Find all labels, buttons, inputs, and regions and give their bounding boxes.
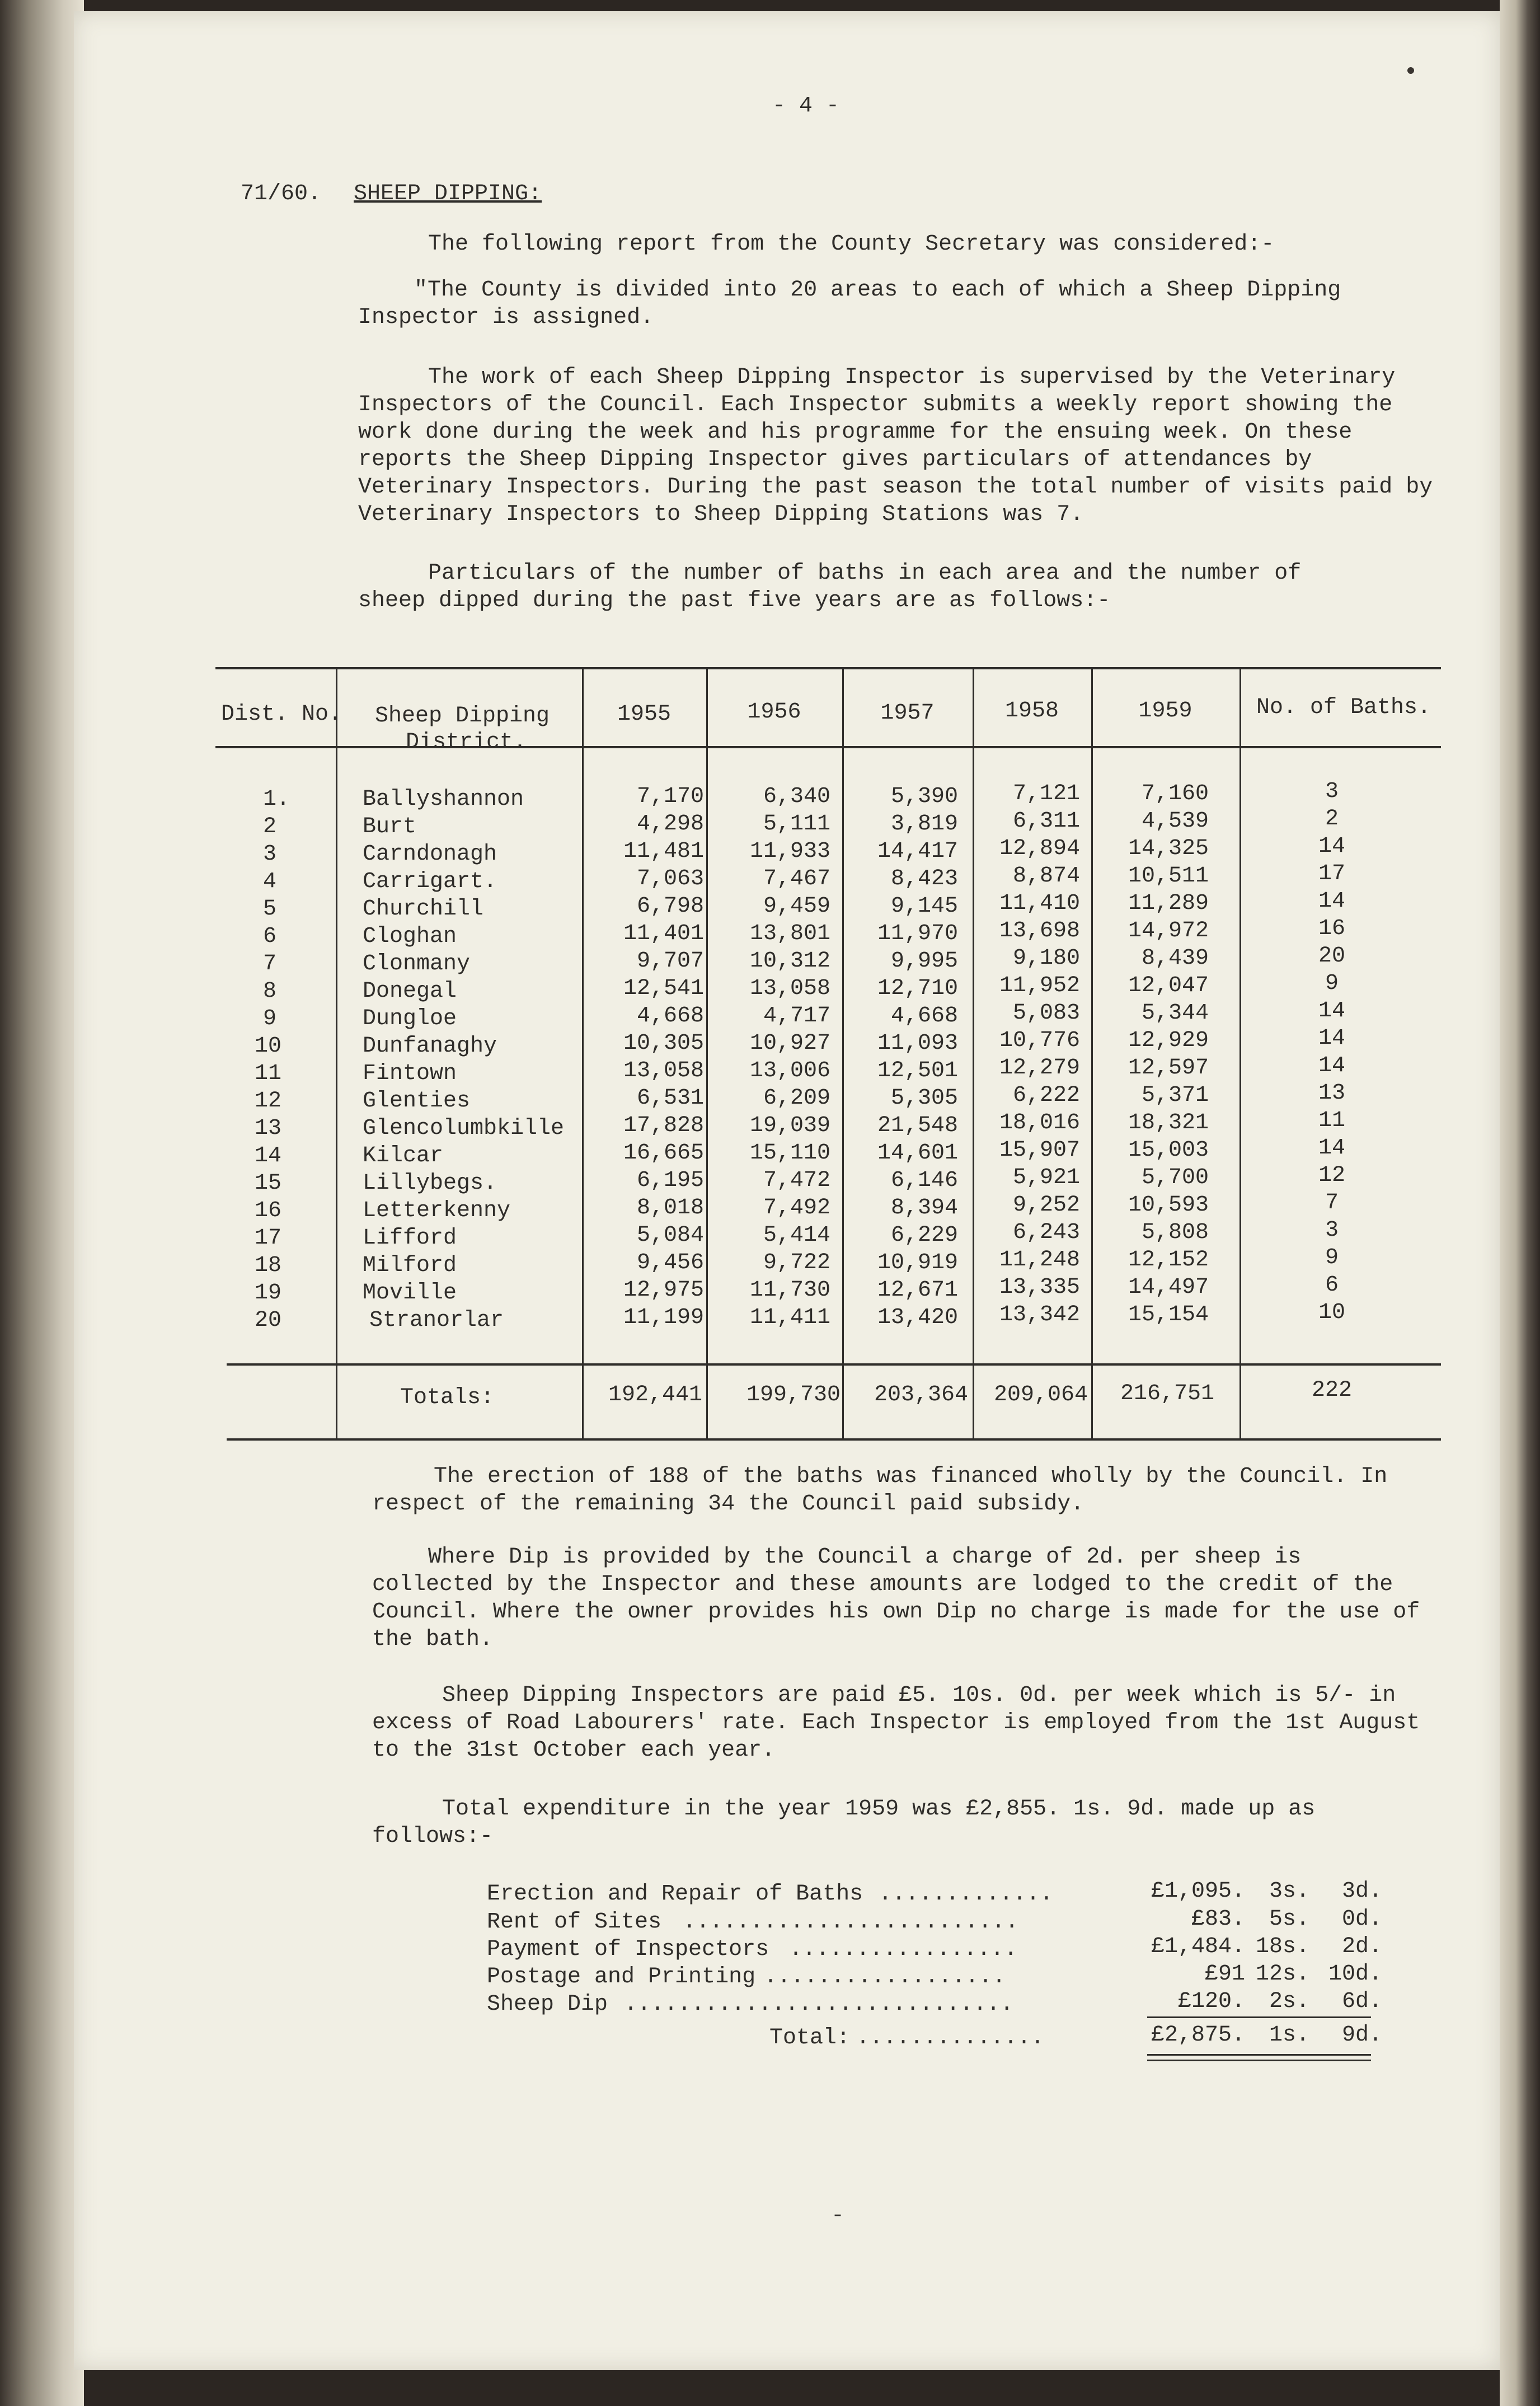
row-baths: 17 (1318, 861, 1345, 887)
paragraph-particulars: Particulars of the number of baths in each area and the number of sheep dipped during the past five years are as follows:- (358, 561, 1302, 613)
expense-item-label: Rent of Sites (487, 1910, 662, 1935)
expense-item-pence: 2d. (1341, 1934, 1382, 1959)
row-dist-no: 5 (263, 897, 277, 922)
row-value-1955: 4,298 (636, 812, 704, 837)
row-value-1959: 12,047 (1128, 973, 1209, 998)
row-value-1956: 13,801 (749, 921, 830, 946)
row-value-1959: 12,929 (1128, 1028, 1209, 1053)
total-1959: 216,751 (1120, 1381, 1214, 1406)
ink-dot (1407, 67, 1414, 74)
row-value-1955: 13,058 (623, 1058, 704, 1084)
row-value-1957: 8,423 (890, 866, 958, 892)
row-value-1955: 11,481 (623, 839, 704, 864)
row-value-1958: 15,907 (999, 1138, 1080, 1163)
row-value-1958: 10,776 (999, 1028, 1080, 1053)
row-value-1955: 17,828 (623, 1113, 704, 1138)
row-district: Fintown (363, 1061, 457, 1086)
row-value-1959: 18,321 (1128, 1110, 1209, 1136)
table-divider (336, 667, 337, 1438)
section-heading: SHEEP DIPPING: (354, 181, 542, 207)
expense-total-label: Total: (769, 2025, 851, 2051)
row-district: Glenties (363, 1089, 471, 1114)
row-district: Ballyshannon (363, 787, 524, 812)
row-district: Dungloe (363, 1006, 457, 1031)
row-value-1959: 10,593 (1128, 1193, 1209, 1218)
row-value-1957: 6,229 (890, 1223, 958, 1248)
row-dist-no: 3 (263, 842, 277, 867)
row-value-1959: 5,700 (1141, 1165, 1209, 1190)
row-value-1959: 11,289 (1128, 891, 1209, 916)
row-value-1957: 4,668 (890, 1003, 958, 1029)
row-value-1957: 6,146 (890, 1168, 958, 1193)
row-value-1957: 14,417 (877, 839, 958, 864)
row-value-1956: 11,730 (749, 1278, 830, 1303)
expense-item-shillings: 5s. (1269, 1907, 1309, 1932)
row-value-1955: 7,170 (636, 784, 704, 809)
expense-item-pence: 10d. (1328, 1962, 1382, 1987)
row-district: Milford (363, 1253, 457, 1278)
paragraph-total-expenditure: Total expenditure in the year 1959 was £2,855. 1s. 9d. made up as follows:- (372, 1797, 1316, 1849)
expense-total-pounds: £2,875. (1151, 2023, 1245, 2048)
row-value-1959: 14,497 (1128, 1275, 1209, 1300)
row-value-1959: 12,152 (1128, 1247, 1209, 1273)
page-edge-right (1500, 0, 1540, 2406)
row-dist-no: 2 (263, 814, 277, 839)
row-value-1957: 11,093 (877, 1031, 958, 1056)
row-baths: 14 (1318, 1136, 1345, 1161)
minute-reference: 71/60. (241, 181, 322, 207)
row-value-1957: 12,671 (877, 1278, 958, 1303)
header-dist-no: Dist. No. (221, 702, 342, 727)
total-double-rule (1147, 2060, 1371, 2061)
row-value-1955: 8,018 (636, 1195, 704, 1221)
row-value-1958: 6,311 (1012, 809, 1080, 834)
expense-item-label: Payment of Inspectors (487, 1937, 769, 1962)
row-district: Lillybegs. (363, 1171, 497, 1196)
row-value-1958: 13,342 (999, 1302, 1080, 1328)
row-value-1959: 15,154 (1128, 1302, 1209, 1328)
row-value-1955: 4,668 (636, 1003, 704, 1029)
header-district: District. (406, 730, 527, 755)
expense-item-pounds: £83. (1191, 1907, 1245, 1932)
row-district: Glencolumbkille (363, 1116, 565, 1141)
row-dist-no: 9 (263, 1006, 277, 1031)
row-value-1956: 7,472 (763, 1168, 830, 1193)
row-dist-no: 6 (263, 924, 277, 949)
header-year: 1956 (747, 700, 801, 725)
row-value-1958: 6,222 (1012, 1083, 1080, 1108)
row-district: Clonmany (363, 951, 471, 977)
expense-item-shillings: 12s. (1255, 1962, 1309, 1987)
row-value-1957: 8,394 (890, 1195, 958, 1221)
row-value-1956: 13,058 (749, 976, 830, 1001)
row-dist-no: 8 (263, 979, 277, 1004)
row-dist-no: 10 (255, 1034, 282, 1059)
row-baths: 3 (1325, 1218, 1339, 1243)
expense-item-leader: ............. (879, 1882, 1054, 1907)
row-value-1957: 12,501 (877, 1058, 958, 1084)
row-dist-no: 4 (263, 869, 277, 894)
total-1956: 199,730 (746, 1382, 841, 1408)
row-baths: 11 (1318, 1108, 1345, 1133)
row-value-1958: 11,952 (999, 973, 1080, 998)
row-value-1956: 7,492 (763, 1195, 830, 1221)
paragraph-financing: The erection of 188 of the baths was financed wholly by the Council. In respect of the remaining 34 the Council paid subsidy. (372, 1464, 1388, 1517)
row-value-1956: 6,209 (763, 1086, 830, 1111)
expense-item-shillings: 2s. (1269, 1989, 1309, 2014)
row-value-1958: 5,083 (1012, 1001, 1080, 1026)
row-value-1956: 11,933 (749, 839, 830, 864)
expense-item-label: Postage and Printing (487, 1964, 756, 1990)
page-number: - 4 - (772, 93, 840, 119)
total-1955: 192,441 (608, 1382, 702, 1408)
row-value-1958: 12,894 (999, 836, 1080, 861)
expense-item-leader: ................. (789, 1937, 1018, 1962)
table-divider (1239, 667, 1241, 1438)
expense-item-shillings: 3s. (1269, 1879, 1309, 1904)
expense-item-pence: 6d. (1341, 1989, 1382, 2014)
row-value-1956: 7,467 (763, 866, 830, 892)
row-value-1957: 10,919 (877, 1250, 958, 1275)
row-value-1956: 10,927 (749, 1031, 830, 1056)
expense-total-shillings: 1s. (1269, 2023, 1309, 2048)
row-value-1957: 12,710 (877, 976, 958, 1001)
row-value-1958: 6,243 (1012, 1220, 1080, 1245)
row-district: Burt (363, 814, 417, 839)
row-baths: 12 (1318, 1163, 1345, 1188)
header-baths: No. of Baths. (1256, 695, 1431, 720)
row-value-1959: 5,344 (1141, 1001, 1209, 1026)
row-value-1957: 3,819 (890, 812, 958, 837)
row-baths: 10 (1318, 1300, 1345, 1325)
row-district: Kilcar (363, 1143, 444, 1169)
row-value-1958: 13,335 (999, 1275, 1080, 1300)
total-1958: 209,064 (993, 1382, 1088, 1408)
paragraph-inspector-pay: Sheep Dipping Inspectors are paid £5. 10s. 0d. per week which is 5/- in excess of Road Labourers' rate. Each Inspector is employed from the 1st August to the 31st October each year. (372, 1683, 1420, 1763)
row-value-1955: 6,531 (636, 1086, 704, 1111)
row-value-1957: 13,420 (877, 1305, 958, 1330)
row-value-1956: 9,722 (763, 1250, 830, 1275)
row-value-1959: 14,972 (1128, 918, 1209, 944)
row-baths: 14 (1318, 889, 1345, 914)
row-value-1959: 14,325 (1128, 836, 1209, 861)
row-value-1955: 6,195 (636, 1168, 704, 1193)
expense-item-label: Erection and Repair of Baths (487, 1882, 863, 1907)
expense-item-leader: .................. (764, 1964, 1006, 1990)
expense-item-pounds: £120. (1177, 1989, 1245, 2014)
row-value-1959: 10,511 (1128, 864, 1209, 889)
row-baths: 14 (1318, 834, 1345, 859)
row-value-1956: 15,110 (749, 1141, 830, 1166)
row-district: Carrigart. (363, 869, 497, 894)
row-value-1959: 7,160 (1141, 781, 1209, 806)
page-end-marker: - (831, 2203, 845, 2229)
header-year: 1958 (1004, 698, 1059, 724)
expense-item-pounds: £91 (1204, 1962, 1245, 1987)
row-district: Carndonagh (363, 842, 497, 867)
table-rule-bottom (227, 1438, 1441, 1441)
row-value-1958: 7,121 (1012, 781, 1080, 806)
subtotal-rule (1147, 2016, 1371, 2018)
row-baths: 2 (1325, 806, 1339, 832)
row-value-1959: 15,003 (1128, 1138, 1209, 1163)
row-value-1959: 8,439 (1141, 946, 1209, 971)
row-baths: 9 (1325, 1245, 1339, 1270)
expense-total-pence: 9d. (1341, 2023, 1382, 2048)
row-baths: 6 (1325, 1273, 1339, 1298)
expense-item-pounds: £1,095. (1151, 1879, 1245, 1904)
row-value-1955: 9,707 (636, 949, 704, 974)
row-baths: 9 (1325, 971, 1339, 996)
expense-item-leader: ......................... (683, 1910, 1019, 1935)
row-value-1957: 5,305 (890, 1086, 958, 1111)
row-district: Cloghan (363, 924, 457, 949)
row-value-1958: 9,180 (1012, 946, 1080, 971)
row-value-1959: 5,808 (1141, 1220, 1209, 1245)
row-value-1956: 11,411 (749, 1305, 830, 1330)
row-value-1959: 12,597 (1128, 1056, 1209, 1081)
row-value-1955: 12,541 (623, 976, 704, 1001)
row-value-1958: 9,252 (1012, 1193, 1080, 1218)
row-district: Moville (363, 1281, 457, 1306)
row-dist-no: 15 (255, 1171, 282, 1196)
row-dist-no: 7 (263, 951, 277, 977)
header-year: 1957 (880, 701, 935, 726)
row-value-1956: 10,312 (749, 949, 830, 974)
row-value-1955: 6,798 (636, 894, 704, 919)
row-value-1958: 11,248 (999, 1247, 1080, 1273)
header-year: 1955 (617, 702, 671, 727)
row-district: Churchill (363, 897, 484, 922)
paragraph-supervision: The work of each Sheep Dipping Inspector is supervised by the Veterinary Inspectors of the Council. Each Inspector submits a weekly report showing the work done during the week and his programme for the ensuing week. On these reports the Sheep Dipping Inspector gives particulars of attendances by Veterinary Inspectors. During the past season the total number of visits paid by Veterinary Inspectors to Sheep Dipping Stations was 7. (358, 365, 1433, 527)
row-dist-no: 11 (255, 1061, 282, 1086)
row-dist-no: 1. (263, 787, 290, 812)
row-dist-no: 18 (255, 1253, 282, 1278)
row-value-1958: 13,698 (999, 918, 1080, 944)
expense-total-leader: .............. (856, 2025, 1045, 2051)
row-dist-no: 13 (255, 1116, 282, 1141)
row-value-1957: 9,995 (890, 949, 958, 974)
row-dist-no: 12 (255, 1089, 282, 1114)
row-dist-no: 20 (255, 1308, 282, 1333)
expense-item-shillings: 18s. (1255, 1934, 1309, 1959)
row-value-1956: 13,006 (749, 1058, 830, 1084)
paragraph-county-areas: "The County is divided into 20 areas to each of which a Sheep Dipping Inspector is assigned. (358, 278, 1341, 330)
row-value-1955: 5,084 (636, 1223, 704, 1248)
row-value-1955: 16,665 (623, 1141, 704, 1166)
row-value-1957: 5,390 (890, 784, 958, 809)
row-dist-no: 17 (255, 1226, 282, 1251)
row-baths: 13 (1318, 1081, 1345, 1106)
row-baths: 16 (1318, 916, 1345, 941)
row-district: Stranorlar (369, 1308, 504, 1333)
row-baths: 20 (1318, 944, 1345, 969)
row-district: Letterkenny (363, 1198, 511, 1223)
row-baths: 14 (1318, 998, 1345, 1024)
total-baths: 222 (1311, 1378, 1352, 1403)
row-value-1955: 11,401 (623, 921, 704, 946)
total-1957: 203,364 (874, 1382, 968, 1408)
row-district: Donegal (363, 979, 457, 1004)
row-value-1958: 5,921 (1012, 1165, 1080, 1190)
row-value-1958: 18,016 (999, 1110, 1080, 1136)
header-district: Sheep Dipping (375, 703, 550, 729)
totals-label: Totals: (400, 1385, 495, 1410)
table-rule-top (215, 667, 1441, 669)
paragraph-intro: The following report from the County Secretary was considered:- (428, 232, 1275, 257)
expense-item-pounds: £1,484. (1151, 1934, 1245, 1959)
row-value-1959: 4,539 (1141, 809, 1209, 834)
row-value-1957: 11,970 (877, 921, 958, 946)
row-value-1955: 12,975 (623, 1278, 704, 1303)
row-value-1956: 9,459 (763, 894, 830, 919)
row-value-1958: 8,874 (1012, 864, 1080, 889)
expense-item-pence: 0d. (1341, 1907, 1382, 1932)
row-baths: 14 (1318, 1053, 1345, 1078)
row-district: Dunfanaghy (363, 1034, 497, 1059)
table-rule-header (215, 746, 1441, 748)
row-district: Lifford (363, 1226, 457, 1251)
row-value-1957: 14,601 (877, 1141, 958, 1166)
row-value-1958: 11,410 (999, 891, 1080, 916)
row-baths: 7 (1325, 1190, 1339, 1216)
row-value-1956: 6,340 (763, 784, 830, 809)
expense-item-label: Sheep Dip (487, 1992, 608, 2017)
total-double-rule (1147, 2054, 1371, 2056)
table-rule-totals (227, 1363, 1441, 1366)
row-dist-no: 16 (255, 1198, 282, 1223)
paragraph-dip-charge: Where Dip is provided by the Council a charge of 2d. per sheep is collected by the Inspector and these amounts are lodged to the credit of the Council. Where the owner provides his own Dip no charge is made for the use of the bath. (372, 1545, 1420, 1652)
row-baths: 3 (1325, 779, 1339, 804)
row-value-1955: 10,305 (623, 1031, 704, 1056)
row-dist-no: 14 (255, 1143, 282, 1169)
row-value-1956: 5,111 (763, 812, 830, 837)
row-value-1959: 5,371 (1141, 1083, 1209, 1108)
row-value-1958: 12,279 (999, 1056, 1080, 1081)
row-value-1955: 7,063 (636, 866, 704, 892)
header-year: 1959 (1138, 698, 1192, 724)
row-value-1956: 5,414 (763, 1223, 830, 1248)
row-value-1957: 21,548 (877, 1113, 958, 1138)
book-binding (0, 0, 84, 2406)
row-value-1956: 4,717 (763, 1003, 830, 1029)
row-baths: 14 (1318, 1026, 1345, 1051)
row-dist-no: 19 (255, 1281, 282, 1306)
expense-item-leader: ............................. (624, 1992, 1014, 2017)
expense-item-pence: 3d. (1341, 1879, 1382, 1904)
row-value-1955: 11,199 (623, 1305, 704, 1330)
row-value-1955: 9,456 (636, 1250, 704, 1275)
row-value-1956: 19,039 (749, 1113, 830, 1138)
row-value-1957: 9,145 (890, 894, 958, 919)
